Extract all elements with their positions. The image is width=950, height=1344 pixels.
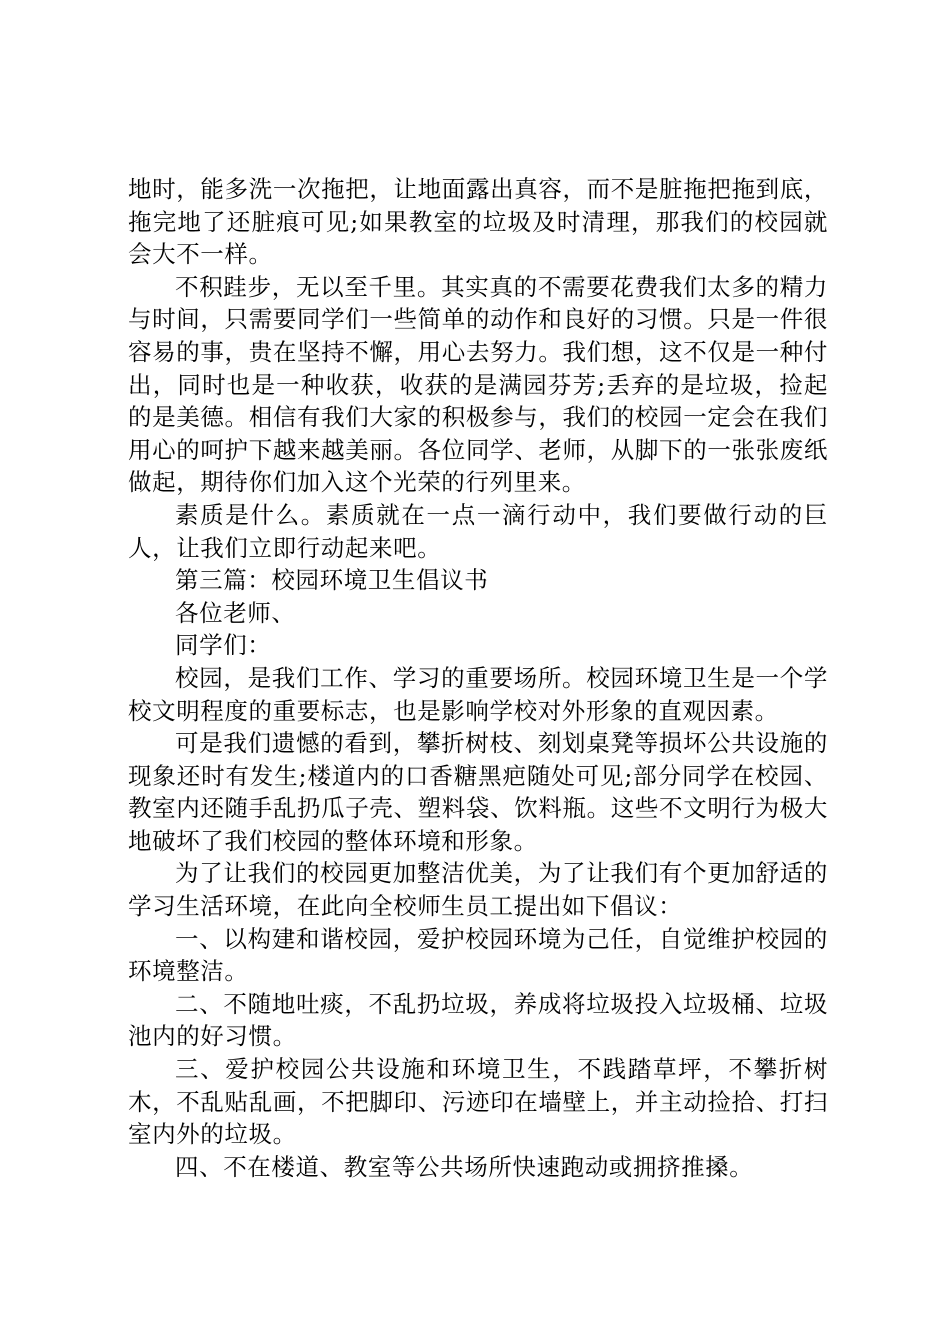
proposal-item: 二、不随地吐痰，不乱扔垃圾，养成将垃圾投入垃圾桶、垃圾池内的好习惯。 — [128, 989, 828, 1051]
paragraph: 校园，是我们工作、学习的重要场所。校园环境卫生是一个学校文明程度的重要标志，也是影响学校对外形象的直观因素。 — [128, 663, 828, 725]
proposal-item: 四、不在楼道、教室等公共场所快速跑动或拥挤推搡。 — [175, 1152, 754, 1181]
salutation-line: 同学们： — [175, 631, 272, 660]
paragraph: 为了让我们的校园更加整洁优美，为了让我们有个更加舒适的学习生活环境，在此向全校师生员工提出如下倡议： — [128, 859, 828, 921]
proposal-item: 三、爱护校园公共设施和环境卫生，不践踏草坪，不攀折树木，不乱贴乱画，不把脚印、污迹印在墙壁上，并主动捡拾、打扫室内外的垃圾。 — [128, 1055, 828, 1149]
proposal-item: 一、以构建和谐校园，爱护校园环境为己任，自觉维护校园的环境整洁。 — [128, 924, 828, 986]
paragraph: 不积跬步，无以至千里。其实真的不需要花费我们太多的精力与时间，只需要同学们一些简单的动作和良好的习惯。只是一件很容易的事，贵在坚持不懈，用心去努力。我们想，这不仅是一种付出，同时也是一种收获，收获的是满园芬芳;丢弃的是垃圾，捡起的是美德。相信有我们大家的积极参与，我们的校园一定会在我们用心的呵护下越来越美丽。各位同学、老师，从脚下的一张张废纸做起，期待你们加入这个光荣的行列里来。 — [128, 272, 828, 497]
salutation-line: 各位老师、 — [175, 598, 296, 627]
paragraph: 可是我们遗憾的看到，攀折树枝、刻划桌凳等损坏公共设施的现象还时有发生;楼道内的口香糖黑疤随处可见;部分同学在校园、教室内还随手乱扔瓜子壳、塑料袋、饮料瓶。这些不文明行为极大地破坏了我们校园的整体环境和形象。 — [128, 729, 828, 855]
paragraph: 素质是什么。素质就在一点一滴行动中，我们要做行动的巨人，让我们立即行动起来吧。 — [128, 500, 828, 562]
paragraph-continued: 地时，能多洗一次拖把，让地面露出真容，而不是脏拖把拖到底，拖完地了还脏痕可见;如果教室的垃圾及时清理，那我们的校园就会大不一样。 — [128, 175, 828, 269]
document-body — [128, 173, 828, 1183]
section-heading: 第三篇：校园环境卫生倡议书 — [175, 566, 489, 595]
